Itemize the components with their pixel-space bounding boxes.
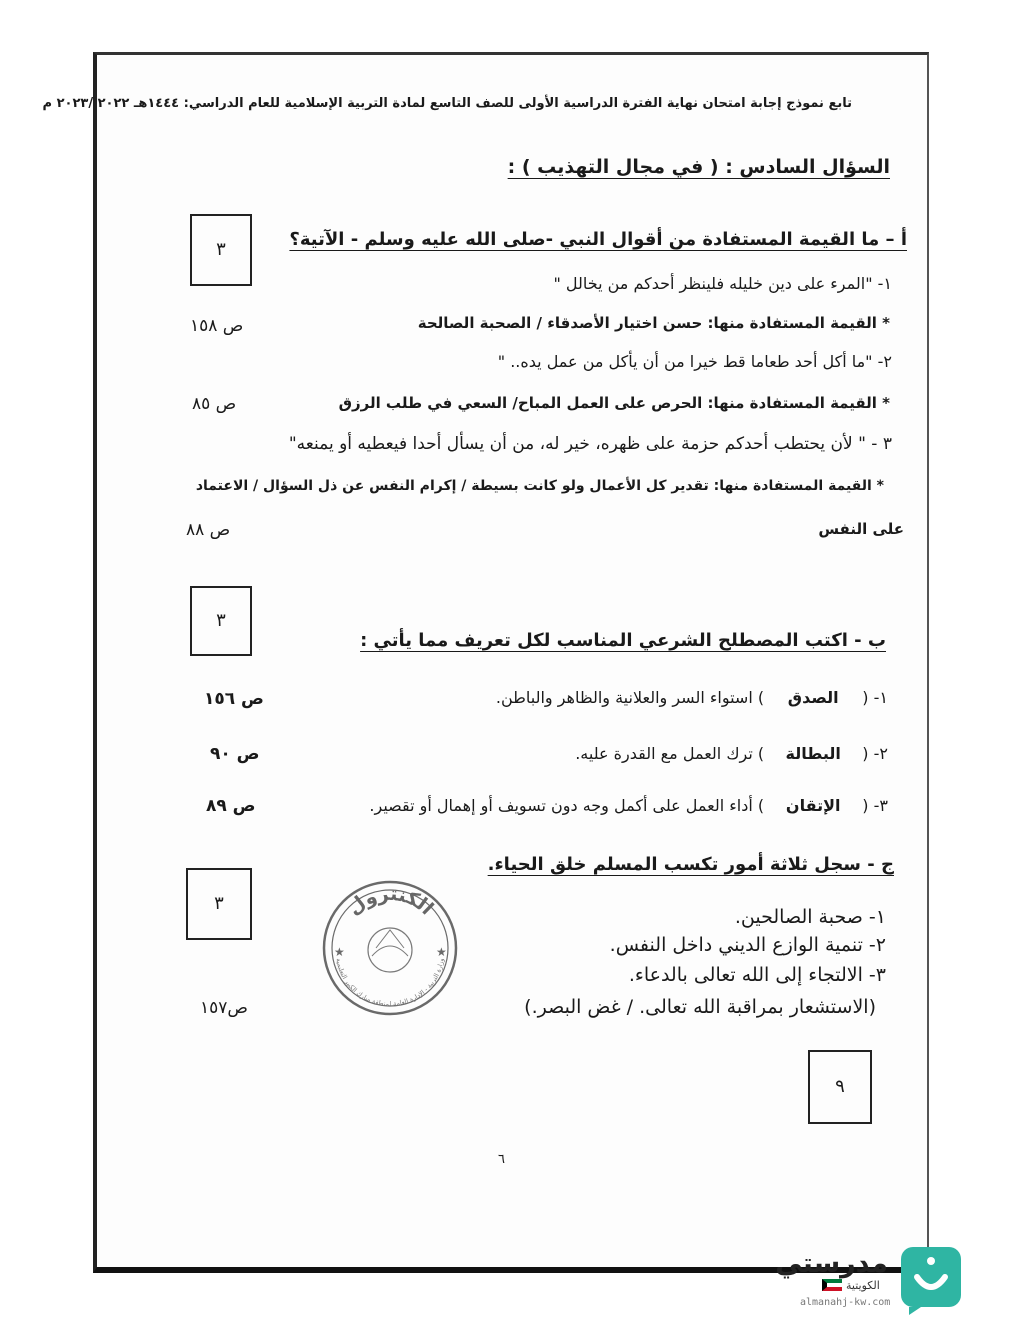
part-c-page: ص١٥٧	[200, 998, 248, 1018]
part-b-page-3: ص ٨٩	[206, 796, 256, 816]
part-a-score-box	[190, 214, 252, 286]
part-c-score: ٣	[214, 893, 224, 914]
part-a-value-3-cont: على النفس	[818, 520, 904, 538]
total-score-box	[808, 1050, 872, 1124]
part-b-num-1: ١- (	[862, 688, 888, 707]
part-b-item-2	[575, 744, 888, 763]
part-c-item-1: ١- صحبة الصالحين.	[734, 906, 886, 928]
part-b-title: ب - اكتب المصطلح الشرعي المناسب لكل تعريف مما يأتي :	[360, 630, 886, 651]
part-a-title: أ – ما القيمة المستفادة من أقوال النبي -صلى الله عليه وسلم - الآتية؟	[289, 229, 907, 250]
control-seal-stamp	[320, 878, 460, 1018]
part-b-page-1: ص ١٥٦	[204, 689, 264, 709]
page-header: تابع نموذج إجابة امتحان نهاية الفترة الدراسية الأولى للصف التاسع لمادة التربية الإسلامية للعام الدراسي: ١٤٤٤هـ ٢٠٢٢ /٢٠٢٣ م	[42, 96, 852, 111]
madrasati-logo-icon	[895, 1245, 967, 1317]
part-b-item-1	[496, 688, 888, 707]
part-b-item-3	[369, 796, 888, 815]
part-c-title: ج - سجل ثلاثة أمور تكسب المسلم خلق الحياء.	[487, 854, 894, 875]
part-b-term-3: الإتقان	[785, 796, 841, 815]
page-number: ٦	[498, 1152, 505, 1167]
part-b-definition-1: ) استواء السر والعلانية والظاهر والباطن.	[495, 688, 765, 707]
part-b-definition-3: ) أداء العمل على أكمل وجه دون تسويف أو إهمال أو تقصير.	[369, 796, 765, 815]
part-a-page-3: ص ٨٨	[186, 520, 231, 540]
part-a-score: ٣	[216, 239, 226, 260]
seal-ring-text: وزارة التربية - الإدارة العامة لمنطقة مبارك الكبير التعليمية	[334, 957, 446, 1009]
svg-text:★: ★	[436, 945, 447, 959]
total-score: ٩	[835, 1076, 845, 1097]
svg-text:★: ★	[334, 945, 345, 959]
part-a-hadith-1: ١- "المرء على دين خليله فلينظر أحدكم من يخالل "	[553, 274, 892, 293]
part-b-score: ٣	[216, 610, 226, 631]
part-a-value-1: * القيمة المستفادة منها: حسن اختيار الأصدقاء / الصحبة الصالحة	[417, 314, 890, 332]
part-b-num-3: ٣- (	[862, 796, 888, 815]
part-c-item-3: ٣- الالتجاء إلى الله تعالى بالدعاء.	[628, 964, 886, 986]
part-a-hadith-2: ٢- "ما أكل أحد طعاما قط خيرا من أن يأكل من عمل يده.. "	[497, 352, 892, 371]
brand-site: almanahj-kw.com	[800, 1297, 891, 1308]
part-a-value-3: * القيمة المستفادة منها: تقدير كل الأعمال ولو كانت بسيطة / إكرام النفس عن ذل السؤال / الاعتماد	[195, 478, 884, 494]
part-b-page-2: ص ٩٠	[210, 744, 260, 764]
part-a-hadith-3: ٣ - " لأن يحتطب أحدكم حزمة على ظهره، خير له، من أن يسأل أحدا فيعطيه أو يمنعه"	[288, 434, 892, 454]
part-c-item-2: ٢- تنمية الوازع الديني داخل النفس.	[609, 934, 886, 956]
part-b-num-2: ٢- (	[862, 744, 888, 763]
part-b-term-1: الصدق	[787, 688, 839, 707]
part-b-score-box	[190, 586, 252, 656]
part-c-alternatives: (الاستشعار بمراقبة الله تعالى. / غض البصر.)	[524, 996, 876, 1018]
kuwait-flag-icon	[822, 1279, 842, 1291]
part-a-page-2: ص ٨٥	[192, 394, 237, 414]
part-a-value-2: * القيمة المستفادة منها: الحرص على العمل المباح/ السعي في طلب الرزق	[338, 394, 890, 412]
part-a-page-1: ص ١٥٨	[190, 316, 244, 336]
question-heading: السؤال السادس : ( في مجال التهذيب ) :	[507, 156, 890, 178]
part-b-definition-2: ) ترك العمل مع القدرة عليه.	[575, 744, 765, 763]
seal-top-text: الكنترول	[343, 882, 438, 920]
part-c-score-box	[186, 868, 252, 940]
part-b-term-2: البطالة	[785, 744, 841, 763]
brand-sub: الكويتية	[846, 1279, 880, 1292]
brand-name: مدرستي	[775, 1248, 888, 1279]
